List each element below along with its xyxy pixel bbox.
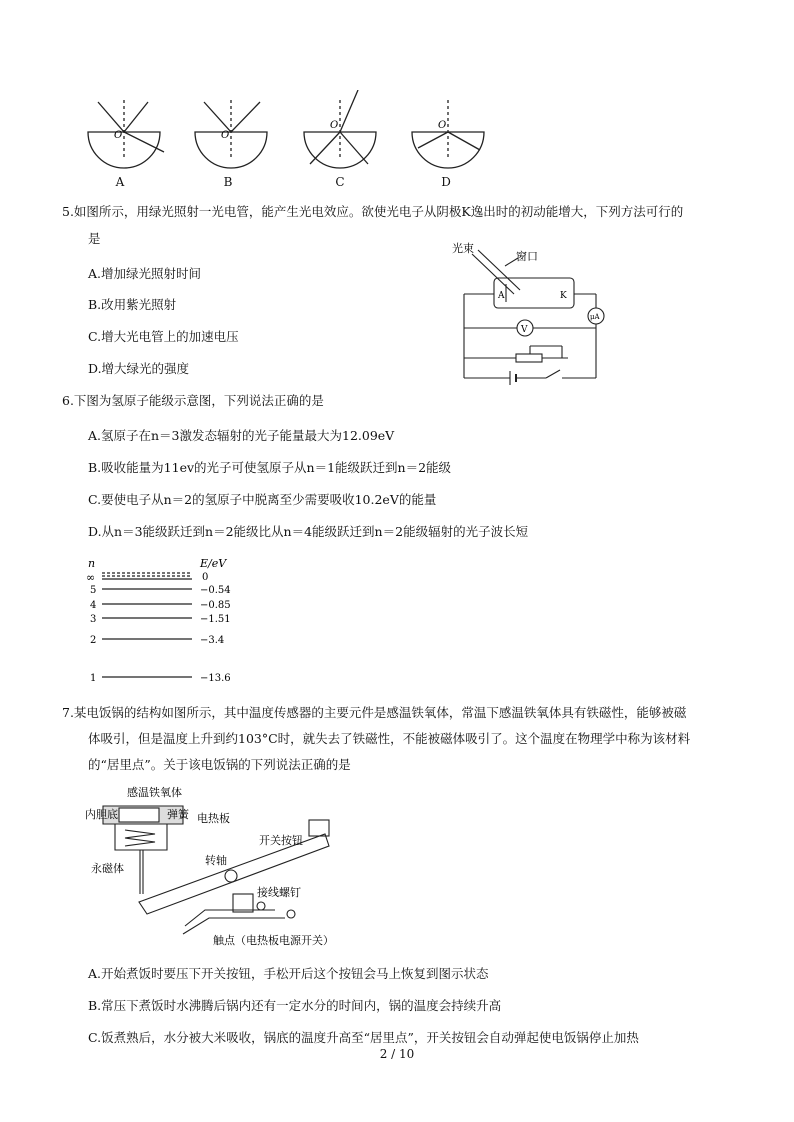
q5-option-a: A.增加绿光照射时间 bbox=[88, 266, 202, 281]
q6-option-a: A.氢原子在n＝3激发态辐射的光子能量最大为12.09eV bbox=[88, 428, 395, 443]
level-n: ∞ bbox=[86, 571, 96, 584]
q7-option-a: A.开始煮饭时要压下开关按钮，手松开后这个按钮会马上恢复到图示状态 bbox=[88, 966, 489, 981]
rice-cooker-diagram bbox=[85, 784, 345, 954]
point-o-label: O bbox=[330, 120, 339, 131]
level-e: −1.51 bbox=[200, 614, 231, 625]
beam-label: 光束 bbox=[452, 242, 474, 255]
q5-option-c: C.增大光电管上的加速电压 bbox=[88, 329, 239, 344]
figure-label-a: A bbox=[115, 175, 125, 189]
figure-label-d: D bbox=[441, 175, 451, 189]
voltmeter-label: V bbox=[521, 325, 528, 335]
point-o-label: O bbox=[221, 130, 230, 141]
q7-stem-line3: 的“居里点”。关于该电饭锅的下列说法正确的是 bbox=[88, 757, 351, 772]
q6-option-c: C.要使电子从n＝2的氢原子中脱离至少需要吸收10.2eV的能量 bbox=[88, 492, 437, 507]
screw-label: 接线螺钉 bbox=[257, 886, 301, 899]
level-e: −0.54 bbox=[200, 585, 231, 596]
level-n: 5 bbox=[90, 585, 97, 596]
ferrite-label: 感温铁氧体 bbox=[127, 786, 182, 799]
q7-stem-line2: 体吸引，但是温度上升到约103°C时，就失去了铁磁性，不能被磁体吸引了。这个温度在物理学中称为该材料 bbox=[88, 731, 691, 746]
n-header: n bbox=[88, 557, 96, 570]
level-e: −3.4 bbox=[200, 635, 225, 646]
level-e: −0.85 bbox=[200, 600, 231, 611]
q7-stem-line1: 7.某电饭锅的结构如图所示，其中温度传感器的主要元件是感温铁氧体，常温下感温铁氧体具有铁磁性，能够被磁 bbox=[62, 705, 687, 720]
ammeter-label: μA bbox=[590, 313, 600, 321]
energy-level-diagram bbox=[82, 553, 252, 688]
q5-option-b: B.改用紫光照射 bbox=[88, 297, 177, 312]
switch-button-label: 开关按钮 bbox=[259, 834, 303, 847]
energy-header: E/eV bbox=[200, 557, 227, 570]
point-o-label: O bbox=[114, 130, 123, 141]
point-o-label: O bbox=[438, 120, 447, 131]
heater-plate-label: 电热板 bbox=[197, 812, 230, 825]
spring-label: 弹簧 bbox=[167, 808, 189, 821]
level-e: −13.6 bbox=[200, 673, 231, 684]
level-n: 2 bbox=[90, 635, 97, 646]
level-e: 0 bbox=[202, 572, 209, 583]
photoelectric-circuit bbox=[450, 238, 610, 388]
magnet-label: 永磁体 bbox=[91, 862, 124, 875]
q6-option-b: B.吸收能量为11ev的光子可使氢原子从n＝1能级跃迁到n＝2能级 bbox=[88, 460, 452, 475]
figure-label-b: B bbox=[223, 175, 233, 189]
level-n: 3 bbox=[90, 614, 97, 625]
window-label: 窗口 bbox=[516, 250, 538, 263]
figure-label-c: C bbox=[335, 175, 345, 189]
q5-stem-line1: 5.如图所示，用绿光照射一光电管，能产生光电效应。欲使光电子从阴极K逸出时的初动能增大，下列方法可行的 bbox=[62, 204, 684, 219]
inner-pot-label: 内胆底 bbox=[85, 808, 118, 821]
level-n: 1 bbox=[90, 673, 97, 684]
level-n: 4 bbox=[90, 600, 97, 611]
q5-option-d: D.增大绿光的强度 bbox=[88, 361, 190, 376]
q6-stem: 6.下图为氢原子能级示意图，下列说法正确的是 bbox=[62, 393, 324, 408]
q7-option-c: C.饭煮熟后，水分被大米吸收，锅底的温度升高至“居里点”，开关按钮会自动弹起使电饭锅停止加热 bbox=[88, 1030, 639, 1045]
q7-option-b: B.常压下煮饭时水沸腾后锅内还有一定水分的时间内，锅的温度会持续升高 bbox=[88, 998, 502, 1013]
pivot-label: 转轴 bbox=[205, 854, 227, 867]
q6-option-d: D.从n＝3能级跃迁到n＝2能级比从n＝4能级跃迁到n＝2能级辐射的光子波长短 bbox=[88, 524, 529, 539]
cathode-label: K bbox=[560, 291, 567, 301]
page-number: 2 / 10 bbox=[379, 1047, 415, 1061]
q5-stem-line2: 是 bbox=[88, 231, 101, 246]
contact-label: 触点（电热板电源开关） bbox=[213, 934, 334, 947]
anode-label: A bbox=[498, 291, 505, 301]
